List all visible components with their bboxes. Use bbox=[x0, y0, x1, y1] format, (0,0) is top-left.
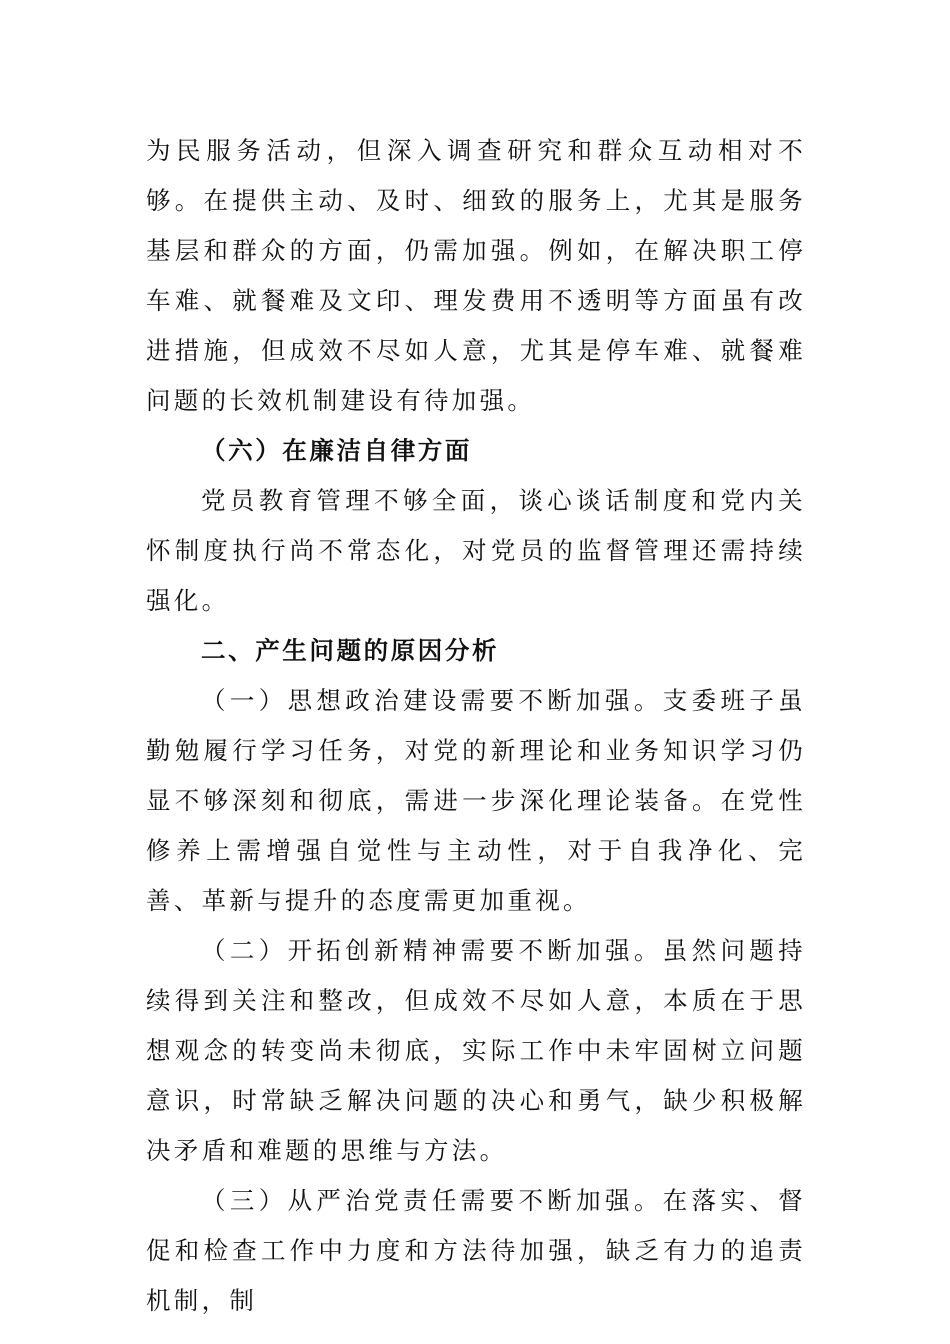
paragraph-innovation-spirit: （二）开拓创新精神需要不断加强。虽然问题持续得到关注和整改，但成效不尽如人意，本质在于思想观念的转变尚未彻底，实际工作中未牢固树立问题意识，时常缺乏解决问题的决心和勇气，缺少积极解决矛盾和难题的思维与方法。 bbox=[146, 936, 806, 1165]
paragraph-party-member-management: 党员教育管理不够全面，谈心谈话制度和党内关怀制度执行尚不常态化，对党员的监督管理还需持续强化。 bbox=[146, 486, 806, 615]
subheading-integrity: （六）在廉洁自律方面 bbox=[201, 436, 472, 465]
section-heading-cause-analysis: 二、产生问题的原因分析 bbox=[201, 636, 500, 665]
document-body bbox=[146, 126, 806, 1326]
paragraph-service-issues: 为民服务活动，但深入调查研究和群众互动相对不够。在提供主动、及时、细致的服务上，尤其是服务基层和群众的方面，仍需加强。例如，在解决职工停车难、就餐难及文印、理发费用不透明等方面虽有改进措施，但成效不尽如人意，尤其是停车难、就餐难问题的长效机制建设有待加强。 bbox=[146, 136, 806, 415]
paragraph-ideological-building: （一）思想政治建设需要不断加强。支委班子虽勤勉履行学习任务，对党的新理论和业务知识学习仍显不够深刻和彻底，需进一步深化理论装备。在党性修养上需增强自觉性与主动性，对于自我净化、完善、革新与提升的态度需更加重视。 bbox=[146, 686, 806, 915]
paragraph-strict-party-governance: （三）从严治党责任需要不断加强。在落实、督促和检查工作中力度和方法待加强，缺乏有力的追责机制，制 bbox=[146, 1186, 806, 1315]
